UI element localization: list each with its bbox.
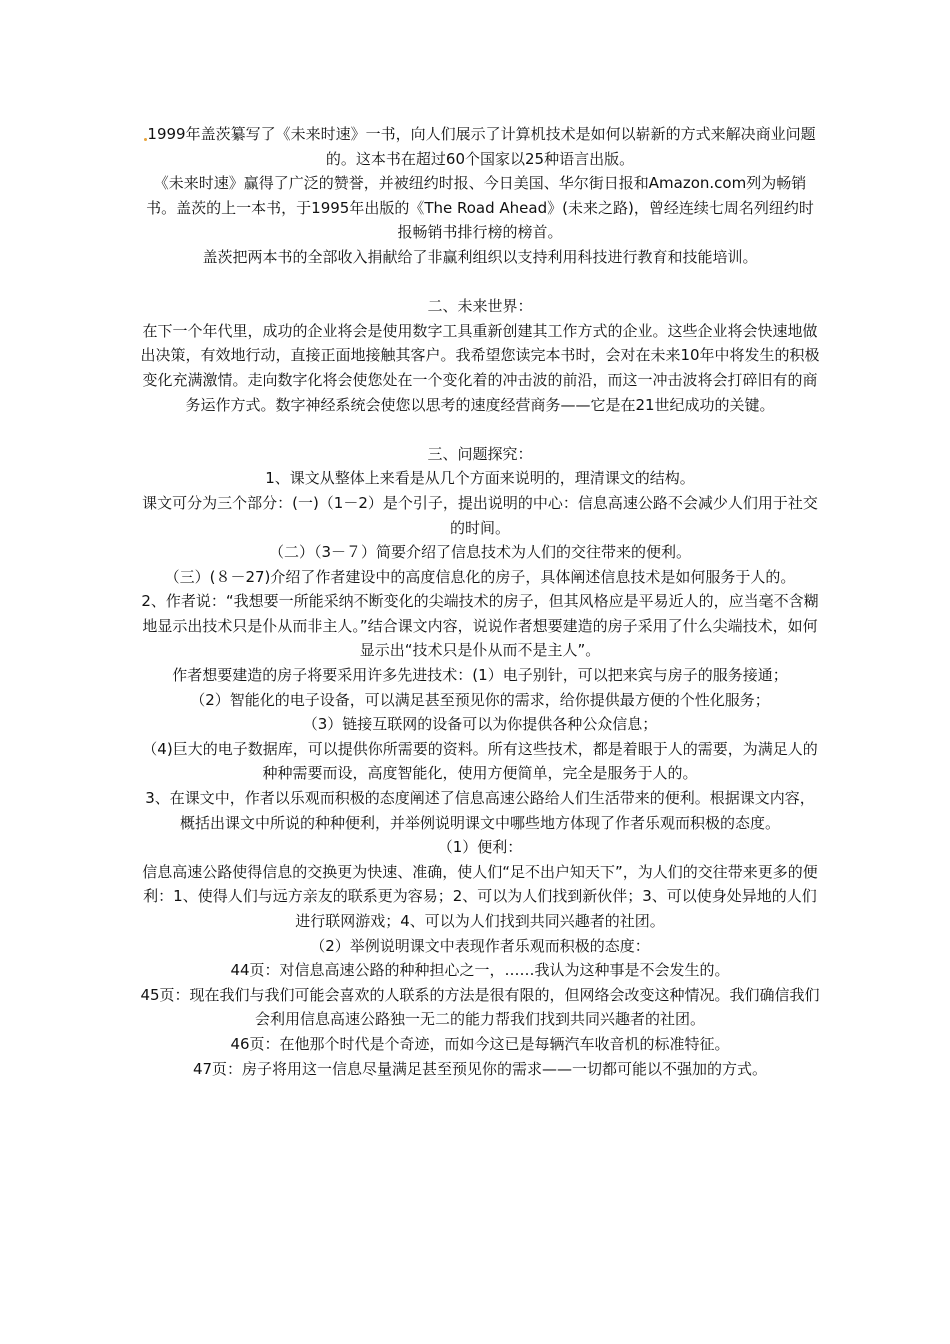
answer-2-item-1: 作者想要建造的房子将要采用许多先进技术：(1）电子别针，可以把来宾与房子的服务接通； bbox=[172, 666, 788, 685]
section-heading-questions: 三、问题探究： bbox=[427, 444, 533, 463]
question-1: 1、课文从整体上来看是从几个方面来说明的，理清课文的结构。 bbox=[265, 469, 695, 488]
section-heading-future-world: 二、未来世界： bbox=[427, 297, 533, 316]
document-body bbox=[140, 122, 820, 1081]
paragraph-bestseller: 《未来时速》赢得了广泛的赞誉，并被纽约时报、今日美国、华尔街日报和Amazon.com列为畅销书。盖茨的上一本书，于1995年出版的《The Road Ahead》(未来之路)，曾经连续七周名列纽约时报畅销书排行榜的榜首。 bbox=[146, 174, 814, 242]
answer-1-part-3: （三）(８－27)介绍了作者建设中的高度信息化的房子，具体阐述信息技术是如何服务于人的。 bbox=[164, 567, 796, 586]
answer-2-item-3: （3）链接互联网的设备可以为你提供各种公众信息； bbox=[302, 715, 658, 734]
example-page-44: 44页：对信息高速公路的种种担心之一，……我认为这种事是不会发生的。 bbox=[230, 961, 730, 980]
question-3: 3、在课文中，作者以乐观而积极的态度阐述了信息高速公路给人们生活带来的便利。根据课文内容，概括出课文中所说的种种便利，并举例说明课文中哪些地方体现了作者乐观而积极的态度。 bbox=[145, 789, 815, 832]
example-page-46: 46页：在他那个时代是个奇迹，而如今这已是每辆汽车收音机的标准特征。 bbox=[230, 1034, 730, 1053]
blank-line bbox=[140, 270, 820, 295]
answer-3-convenience: 信息高速公路使得信息的交换更为快速、准确，使人们“足不出户知天下”，为人们的交往带来更多的便利：1、使得人们与远方亲友的联系更为容易；2、可以为人们找到新伙伴；3、可以使身处异地的人们进行联网游戏；4、可以为人们找到共同兴趣者的社团。 bbox=[142, 862, 818, 930]
answer-2-item-2: （2）智能化的电子设备，可以满足甚至预见你的需求，给你提供最方便的个性化服务； bbox=[190, 690, 770, 709]
blank-line bbox=[140, 417, 820, 442]
answer-1-part-2: （二）（3－７）简要介绍了信息技术为人们的交往带来的便利。 bbox=[268, 543, 692, 562]
example-page-45: 45页：现在我们与我们可能会喜欢的人联系的方法是很有限的，但网络会改变这种情况。我们确信我们会利用信息高速公路独一无二的能力帮我们找到共同兴趣者的社团。 bbox=[140, 985, 820, 1029]
paragraph-future-world: 在下一个年代里，成功的企业将会是使用数字工具重新创建其工作方式的企业。这些企业将会快速地做出决策，有效地行动，直接正面地接触其客户。我希望您读完本书时，会对在未来10年中将发生的积极变化充满激情。走向数字化将会使您处在一个变化着的冲击波的前沿，而这一冲击波将会打碎旧有的商务运作方式。数字神经系统会使您以思考的速度经营商务——它是在21世纪成功的关键。 bbox=[140, 321, 820, 414]
answer-3-heading-convenience: （1）便利： bbox=[437, 838, 523, 857]
question-2: 2、作者说：“我想要一所能采纳不断变化的尖端技术的房子，但其风格应是平易近人的，应当毫不含糊地显示出技术只是仆从而非主人。”结合课文内容，说说作者想要建造的房子采用了什么尖端技术，如何显示出“技术只是仆从而不是主人”。 bbox=[141, 592, 819, 660]
paragraph-text: 1999年盖茨纂写了《未来时速》一书，向人们展示了计算机技术是如何以崭新的方式来解决商业问题的。这本书在超过60个国家以25种语言出版。 bbox=[147, 125, 816, 168]
example-page-47: 47页：房子将用这一信息尽量满足甚至预见你的需求——一切都可能以不强加的方式。 bbox=[192, 1059, 768, 1078]
paragraph-book-intro bbox=[140, 122, 820, 171]
paragraph-donation: 盖茨把两本书的全部收入捐献给了非赢利组织以支持利用科技进行教育和技能培训。 bbox=[202, 247, 758, 266]
answer-1-part-1: 课文可分为三个部分：(一)（1－2）是个引子，提出说明的中心：信息高速公路不会减少人们用于社交的时间。 bbox=[142, 493, 818, 537]
answer-2-item-4: （4)巨大的电子数据库，可以提供你所需要的资料。所有这些技术，都是着眼于人的需要，为满足人的种种需要而设，高度智能化，使用方便简单，完全是服务于人的。 bbox=[142, 739, 818, 783]
answer-3-heading-examples: （2）举例说明课文中表现作者乐观而积极的态度： bbox=[310, 936, 650, 955]
